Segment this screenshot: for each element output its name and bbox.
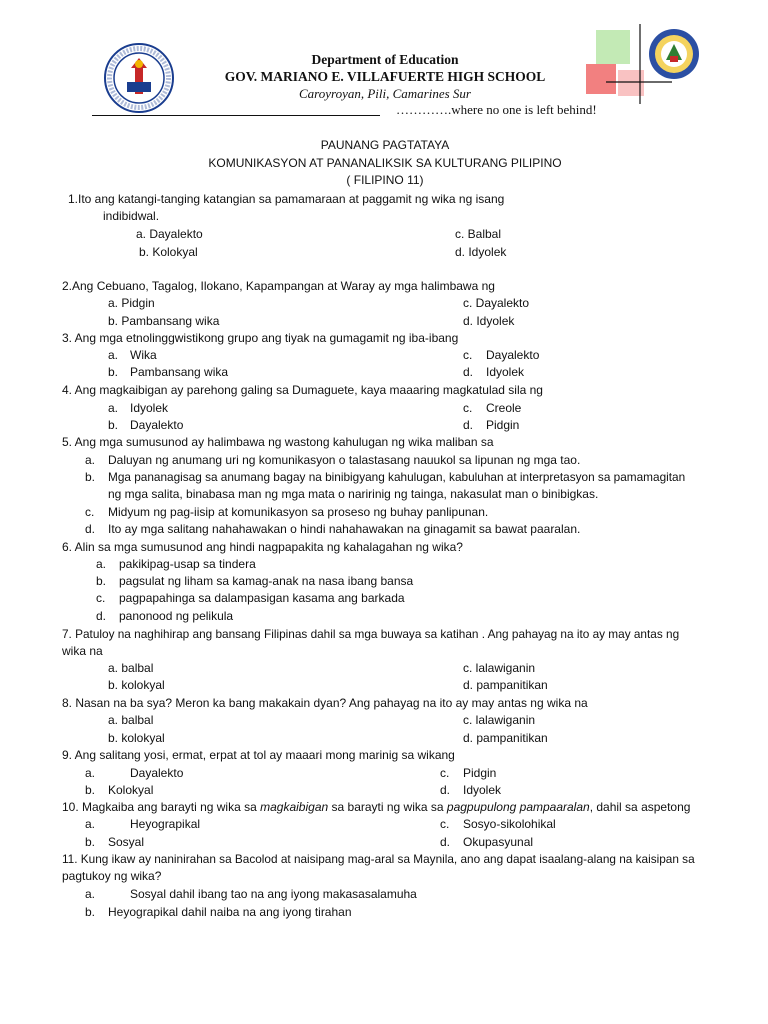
q3-stem: 3. Ang mga etnolinggwistikong grupo ang tiyak na gumagamit ng iba-ibang (62, 331, 459, 345)
q1-stem-cont: indibidwal. (103, 209, 160, 223)
q10-stem-part2: sa barayti ng wika sa (328, 800, 447, 814)
q5-option-a: Daluyan ng anumang uri ng komunikasyon o talastasang nauukol sa lipunan ng mga tao. (108, 453, 581, 467)
q4-option-a: Idyolek (130, 401, 169, 415)
q8-stem: 8. Nasan na ba sya? Meron ka bang makakain dyan? Ang pahayag na ito ay may antas ng wika na (62, 696, 588, 710)
q9-option-c-letter: c. (440, 766, 450, 780)
q11-stem: 11. Kung ikaw ay naninirahan sa Bacolod at naisipang mag-aral sa Maynila, ano ang dapat isaalang-alang na kaisipan sa (62, 852, 695, 866)
school-motto: ………….where no one is left behind! (396, 102, 597, 117)
q9-option-a-letter: a. (85, 766, 96, 780)
q10-option-b: Sosyal (108, 835, 145, 849)
q2-option-d: d. Idyolek (463, 314, 515, 328)
q8-option-d: d. pampanitikan (463, 731, 548, 745)
q4-option-d-letter: d. (463, 418, 474, 432)
q5-stem: 5. Ang mga sumusunod ay halimbawa ng wastong kahulugan ng wika maliban sa (62, 435, 494, 449)
q3-option-c-letter: c. (463, 348, 473, 362)
q7-stem-cont: wika na (62, 644, 103, 658)
q7-option-d: d. pampanitikan (463, 678, 548, 692)
q11-option-a-letter: a. (85, 887, 96, 901)
q1-option-d: d. Idyolek (455, 245, 507, 259)
q11-stem-cont: pagtukoy ng wika? (62, 869, 162, 883)
q6-option-c-letter: c. (96, 591, 106, 605)
q6-option-b-letter: b. (96, 574, 107, 588)
exam-grade: ( FILIPINO 11) (346, 173, 424, 187)
q10-option-d-letter: d. (440, 835, 451, 849)
q10-option-c-letter: c. (440, 817, 450, 831)
exam-subject: KOMUNIKASYON AT PANANALIKSIK SA KULTURANG PILIPINO (208, 156, 562, 170)
q9-option-d: Idyolek (463, 783, 502, 797)
q6-option-b: pagsulat ng liham sa kamag-anak na nasa ibang bansa (119, 574, 414, 588)
department-name: Department of Education (311, 52, 459, 67)
q3-option-b: Pambansang wika (130, 365, 229, 379)
q10-option-a: Heyograpikal (130, 817, 201, 831)
q11-option-b: Heyograpikal dahil naiba na ang iyong tirahan (108, 905, 352, 919)
q4-option-c: Creole (486, 401, 522, 415)
q4-option-c-letter: c. (463, 401, 473, 415)
school-seal-icon (648, 28, 700, 80)
q10-option-a-letter: a. (85, 817, 96, 831)
q7-option-c: c. lalawiganin (463, 661, 536, 675)
q10-stem-part1: 10. Magkaiba ang barayti ng wika sa (62, 800, 261, 814)
q1-option-c: c. Balbal (455, 227, 502, 241)
q6-option-a: pakikipag-usap sa tindera (119, 557, 256, 571)
q2-option-a: a. Pidgin (108, 296, 155, 310)
school-name: GOV. MARIANO E. VILLAFUERTE HIGH SCHOOL (224, 69, 546, 84)
q5-option-b-cont: ng mga salita, binabasa man ng mga mata o naririnig ng tainga, nakasulat man o binibigkas. (108, 487, 599, 501)
school-address: Caroyroyan, Pili, Camarines Sur (298, 86, 471, 101)
q8-option-c: c. lalawiganin (463, 713, 536, 727)
q5-option-c-letter: c. (85, 505, 95, 519)
q3-option-a: Wika (130, 348, 157, 362)
q11-option-b-letter: b. (85, 905, 96, 919)
q9-option-a: Dayalekto (130, 766, 184, 780)
q1-option-a: a. Dayalekto (136, 227, 203, 241)
q3-option-d-letter: d. (463, 365, 474, 379)
q7-option-a: a. balbal (108, 661, 154, 675)
q11-option-a: Sosyal dahil ibang tao na ang iyong makasasalamuha (130, 887, 417, 901)
q10-stem-italic2: pagpupulong pampaaralan (446, 800, 590, 814)
q7-stem: 7. Patuloy na naghihirap ang bansang Filipinas dahil sa mga buwaya sa katihan . Ang pahayag na ito ay may antas ng (62, 627, 680, 641)
q9-option-d-letter: d. (440, 783, 451, 797)
q1-option-b: b. Kolokyal (139, 245, 198, 259)
q9-stem: 9. Ang salitang yosi, ermat, erpat at tol ay maaari mong marinig sa wikang (62, 748, 455, 762)
q4-option-a-letter: a. (108, 401, 119, 415)
q4-option-b-letter: b. (108, 418, 119, 432)
q8-option-a: a. balbal (108, 713, 154, 727)
q9-option-b-letter: b. (85, 783, 96, 797)
q5-option-c: Midyum ng pag-iisip at komunikasyon sa proseso ng buhay panlipunan. (108, 505, 489, 519)
q5-option-d: Ito ay mga salitang nahahawakan o hindi nahahawakan na ginagamit sa bawat paaralan. (108, 522, 581, 536)
q3-option-b-letter: b. (108, 365, 119, 379)
q3-option-a-letter: a. (108, 348, 119, 362)
q9-option-b: Kolokyal (108, 783, 154, 797)
header-rule (92, 115, 380, 116)
q2-option-c: c. Dayalekto (463, 296, 530, 310)
q10-stem-italic1: magkaibigan (260, 800, 329, 814)
q5-option-d-letter: d. (85, 522, 96, 536)
q4-option-b: Dayalekto (130, 418, 184, 432)
q6-option-d: panonood ng pelikula (119, 609, 234, 623)
exam-title: PAUNANG PAGTATAYA (320, 138, 450, 152)
q3-option-c: Dayalekto (486, 348, 540, 362)
q10-stem (62, 799, 690, 815)
q5-option-b-letter: b. (85, 470, 96, 484)
q6-option-a-letter: a. (96, 557, 107, 571)
q6-stem: 6. Alin sa mga sumusunod ang hindi nagpapakita ng kahalagahan ng wika? (62, 540, 463, 554)
q2-option-b: b. Pambansang wika (108, 314, 220, 328)
q5-option-a-letter: a. (85, 453, 96, 467)
q4-stem: 4. Ang magkaibigan ay parehong galing sa Dumaguete, kaya maaaring magkatulad sila ng (62, 383, 543, 397)
q3-option-d: Idyolek (486, 365, 525, 379)
q9-option-c: Pidgin (463, 766, 497, 780)
q8-option-b: b. kolokyal (108, 731, 165, 745)
q2-stem: 2.Ang Cebuano, Tagalog, Ilokano, Kapampangan at Waray ay mga halimbawa ng (62, 279, 495, 293)
q10-option-c: Sosyo-sikolohikal (463, 817, 556, 831)
q6-option-d-letter: d. (96, 609, 107, 623)
q10-option-b-letter: b. (85, 835, 96, 849)
q1-stem: 1.Ito ang katangi-tanging katangian sa pamamaraan at paggamit ng wika ng isang (68, 192, 505, 206)
q10-option-d: Okupasyunal (463, 835, 534, 849)
q5-option-b: Mga pananagisag sa anumang bagay na binibigyang kahulugan, kabuluhan at interpretasyon sa pamamagitan (108, 470, 686, 484)
q7-option-b: b. kolokyal (108, 678, 165, 692)
q6-option-c: pagpapahinga sa dalampasigan kasama ang barkada (119, 591, 405, 605)
q10-stem-part3: , dahil sa aspetong (589, 800, 691, 814)
q4-option-d: Pidgin (486, 418, 520, 432)
